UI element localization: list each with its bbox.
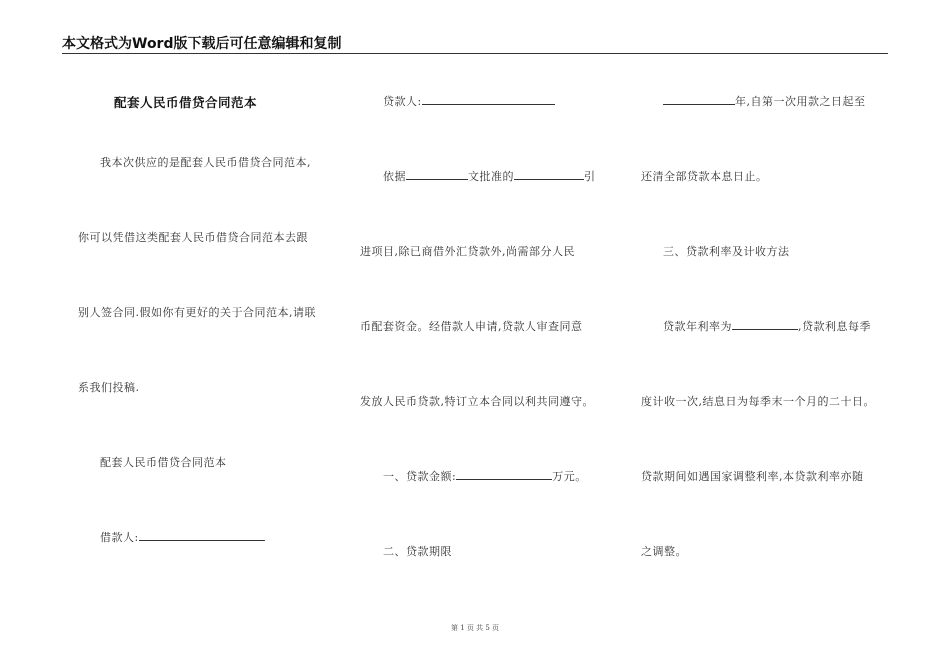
basis-line [383,168,596,184]
paragraph-line: 我本次供应的是配套人民币借贷合同范本, [100,156,311,169]
paragraph-line: 还清全部贷款本息日止。 [641,170,768,183]
interest-rate-line [663,318,871,334]
loan-amount-label: 一、贷款金额: [383,470,457,483]
subheading: 配套人民币借贷合同范本 [100,456,227,469]
paragraph-line: 你可以凭借这类配套人民币借贷合同范本去跟 [78,231,308,244]
page-header [62,33,888,54]
lender-blank [422,93,555,105]
page-number: 第 1 页 共 5 页 [450,624,500,632]
basis-text-3: 引 [584,170,596,183]
borrower-blank [139,529,265,541]
paragraph-line: 进项目,除已商借外汇贷款外,尚需部分人民 [360,245,575,258]
basis-blank-1 [406,168,468,180]
section-heading: 二、贷款期限 [383,545,452,558]
term-line [663,93,866,109]
paragraph-line: 别人签合同.假如你有更好的关于合同范本,请联 [78,306,316,319]
paragraph-line: 发放人民币贷款,特订立本合同以利共同遵守。 [360,395,594,408]
lender-label: 贷款人: [383,95,422,108]
section-heading: 三、贷款利率及计收方法 [663,245,790,258]
term-text: 年,自第一次用款之日起至 [735,95,866,108]
loan-amount-unit: 万元。 [552,470,587,483]
paragraph-line: 贷款期间如遇国家调整利率,本贷款利率亦随 [641,470,864,483]
interest-rate-label: 贷款年利率为 [663,320,732,333]
borrower-label: 借款人: [100,531,139,544]
interest-rate-text: ,贷款利息每季 [798,320,871,333]
paragraph-line: 币配套资金。经借款人申请,贷款人审查同意 [360,320,583,333]
header-title: 本文格式为Word版下载后可任意编辑和复制 [62,36,342,52]
loan-amount-blank [456,468,552,480]
basis-blank-2 [514,168,584,180]
loan-amount-line [383,468,587,484]
paragraph-line: 之调整。 [641,545,687,558]
borrower-field [100,529,265,545]
basis-text-2: 文批准的 [468,170,514,183]
basis-text-1: 依据 [383,170,406,183]
lender-field [383,93,555,109]
paragraph-line: 系我们投稿. [78,381,140,394]
paragraph-line: 度计收一次,结息日为每季末一个月的二十日。 [641,395,875,408]
document-title: 配套人民币借贷合同范本 [114,95,258,110]
term-blank [663,93,735,105]
interest-rate-blank [732,318,798,330]
